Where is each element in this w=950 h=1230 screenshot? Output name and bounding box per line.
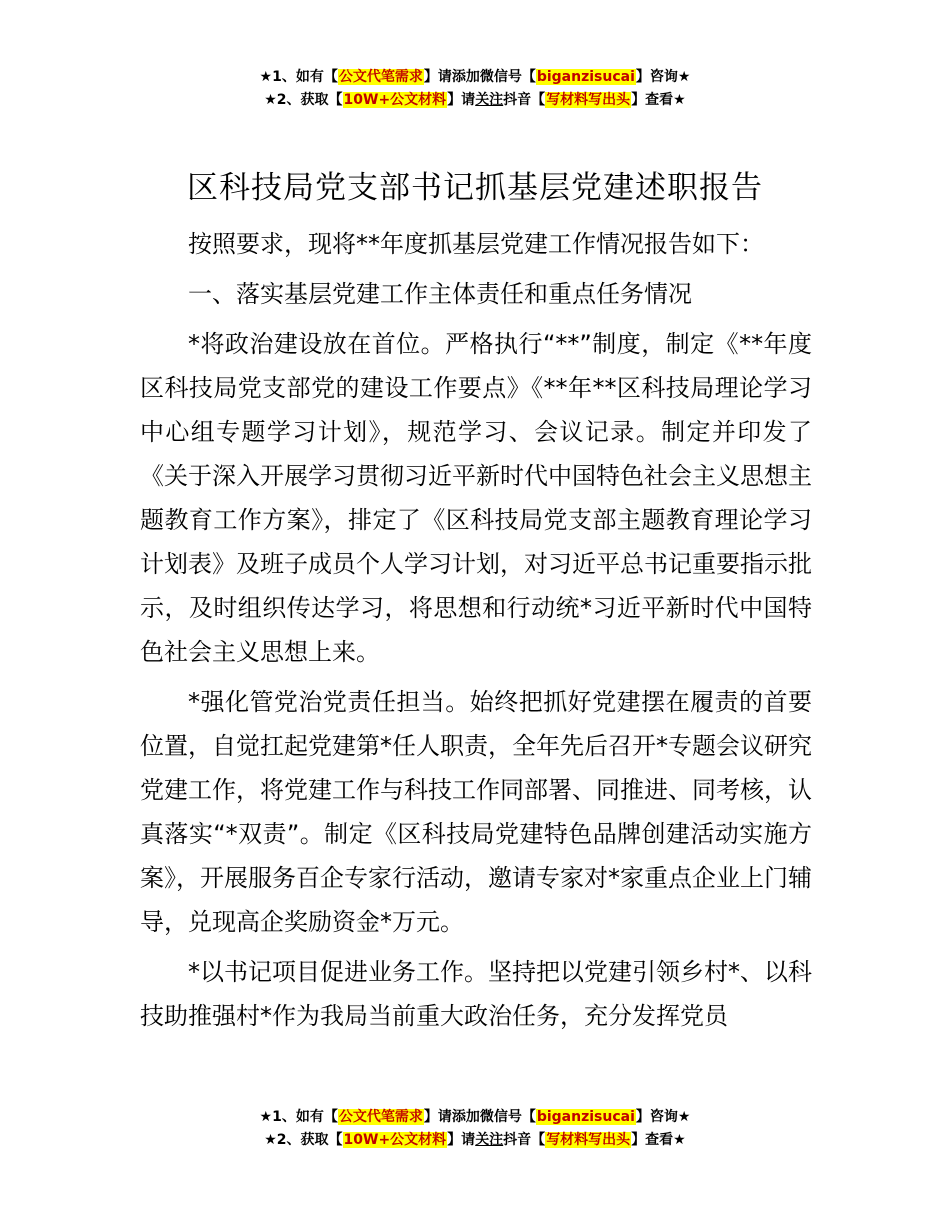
underlined-follow: 关注 — [475, 1132, 504, 1148]
highlight-ghostwriting: 公文代笔需求 — [338, 1109, 423, 1125]
banner-text: 】请添加微信号【 — [423, 1109, 536, 1125]
banner-text: 】咨询★ — [635, 1109, 691, 1125]
banner-text: ★2、获取【 — [264, 92, 343, 108]
banner-text: ★2、获取【 — [264, 1132, 343, 1148]
highlight-douyin-account: 写材料写出头 — [546, 1132, 631, 1148]
section-heading: 一、落实基层党建工作主体责任和重点任务情况 — [188, 280, 692, 308]
highlight-douyin-account: 写材料写出头 — [546, 92, 631, 108]
document-body — [140, 222, 812, 1038]
footer-banner — [0, 1106, 950, 1152]
banner-text: 抖音【 — [503, 1132, 546, 1148]
banner-text: ★1、如有【 — [259, 1109, 338, 1125]
banner-text: 抖音【 — [503, 92, 546, 108]
banner-text: 】咨询★ — [635, 69, 691, 85]
header-banner-line-1 — [0, 66, 950, 89]
body-paragraph: *将政治建设放在首位。严格执行“**”制度，制定《**年度区科技局党支部党的建设工作要点》《**年**区科技局理论学习中心组专题学习计划》，规范学习、会议记录。制定并印发了《关于深入开展学习贯彻习近平新时代中国特色社会主义思想主题教育工作方案》，排定了《区科技局党支部主题教育理论学习计划表》及班子成员个人学习计划，对习近平总书记重要指示批示，及时组织传达学习，将思想和行动统*习近平新时代中国特色社会主义思想上来。 — [140, 330, 812, 666]
underlined-follow: 关注 — [475, 92, 504, 108]
banner-text: 】查看★ — [631, 1132, 686, 1148]
intro-paragraph: 按照要求，现将**年度抓基层党建工作情况报告如下： — [188, 230, 764, 258]
highlight-materials: 10W+公文材料 — [343, 92, 447, 108]
highlight-ghostwriting: 公文代笔需求 — [338, 69, 423, 85]
banner-text: 】查看★ — [631, 92, 686, 108]
banner-text: 】请 — [447, 92, 476, 108]
highlight-materials: 10W+公文材料 — [343, 1132, 447, 1148]
header-banner — [0, 66, 950, 112]
highlight-wechat-id: biganzisucai — [536, 1109, 635, 1125]
banner-text: ★1、如有【 — [259, 69, 338, 85]
banner-text: 】请 — [447, 1132, 476, 1148]
document-title: 区科技局党支部书记抓基层党建述职报告 — [187, 170, 763, 206]
banner-text: 】请添加微信号【 — [423, 69, 536, 85]
body-paragraph: *以书记项目促进业务工作。坚持把以党建引领乡村*、以科技助推强村*作为我局当前重大政治任务，充分发挥党员 — [140, 958, 812, 1030]
header-banner-line-2 — [0, 89, 950, 112]
highlight-wechat-id: biganzisucai — [536, 69, 635, 85]
footer-banner-line-1 — [0, 1106, 950, 1129]
footer-banner-line-2 — [0, 1129, 950, 1152]
body-paragraph: *强化管党治党责任担当。始终把抓好党建摆在履责的首要位置，自觉扛起党建第*任人职责，全年先后召开*专题会议研究党建工作，将党建工作与科技工作同部署、同推进、同考核，认真落实“*双责”。制定《区科技局党建特色品牌创建活动实施方案》，开展服务百企专家行活动，邀请专家对*家重点企业上门辅导，兑现高企奖励资金*万元。 — [140, 688, 812, 936]
